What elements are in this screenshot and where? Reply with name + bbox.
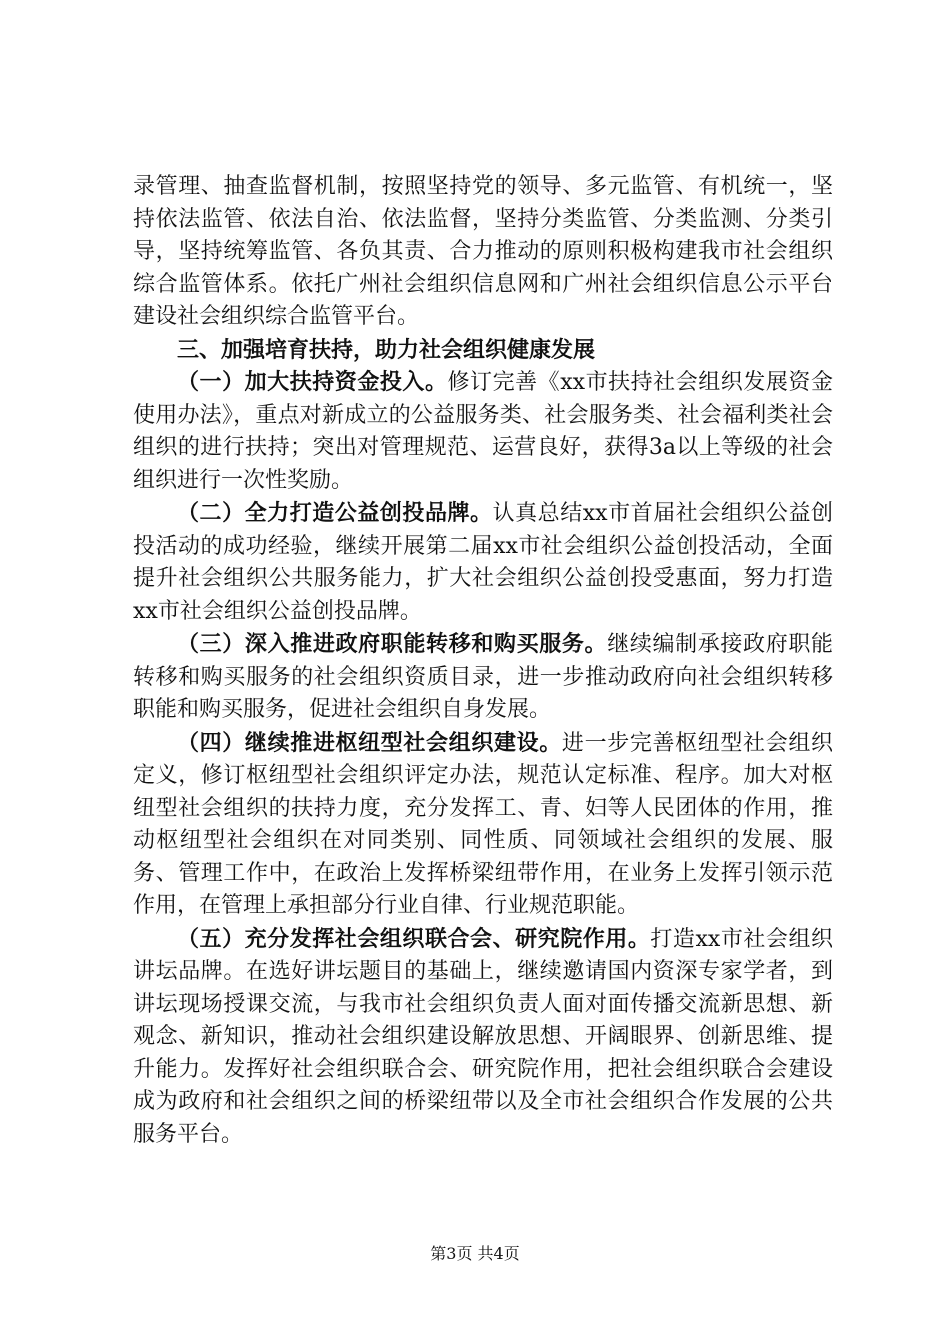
page-footer: 第3页 共4页 <box>430 1244 520 1263</box>
section-heading-3: 三、加强培育扶持，助力社会组织健康发展 <box>177 336 596 363</box>
item-2-text: 认真总结xx市首届社会组织公益创投活动的成功经验，继续开展第二届xx市社会组织公益创投活动，全面提升社会组织公共服务能力，扩大社会组织公益创投受惠面，努力打造xx市社会组织公益创投品牌。 <box>133 501 833 624</box>
item-5-lead: （五）充分发挥社会组织联合会、研究院作用。 <box>177 925 651 952</box>
item-1-text: 修订完善《xx市扶持社会组织发展资金使用办法》，重点对新成立的公益服务类、社会服务类、社会福利类社会组织的进行扶持；突出对管理规范、运营良好，获得3a以上等级的社会组织进行一次性奖励。 <box>133 370 833 493</box>
paragraph-item-3 <box>133 628 833 727</box>
item-5-text: 打造xx市社会组织讲坛品牌。在选好讲坛题目的基础上，继续邀请国内资深专家学者，到讲坛现场授课交流，与我市社会组织负责人面对面传播交流新思想、新观念、新知识，推动社会组织建设解放思想、开阔眼界、创新思维、提升能力。发挥好社会组织联合会、研究院作用，把社会组织联合会建设成为政府和社会组织之间的桥梁纽带以及全市社会组织合作发展的公共服务平台。 <box>133 926 833 1147</box>
paragraph-item-5 <box>133 923 833 1152</box>
paragraph-item-2 <box>133 497 833 628</box>
item-1-lead: （一）加大扶持资金投入。 <box>177 369 448 395</box>
document-body <box>133 171 833 1151</box>
item-3-lead: （三）深入推进政府职能转移和购买服务。 <box>177 631 608 657</box>
item-2-lead: （二）全力打造公益创投品牌。 <box>177 500 493 526</box>
paragraph-item-4 <box>133 727 833 923</box>
item-4-text: 进一步完善枢纽型社会组织定义，修订枢纽型社会组织评定办法，规范认定标准、程序。加大对枢纽型社会组织的扶持力度，充分发挥工、青、妇等人民团体的作用，推动枢纽型社会组织在对同类别、同性质、同领域社会组织的发展、服务、管理工作中，在政治上发挥桥梁纽带作用，在业务上发挥引领示范作用，在管理上承担部分行业自律、行业规范职能。 <box>133 730 833 918</box>
item-3-text: 继续编制承接政府职能转移和购买服务的社会组织资质目录，进一步推动政府向社会组织转移职能和购买服务，促进社会组织自身发展。 <box>133 632 833 722</box>
paragraph-continuation: 录管理、抽查监督机制，按照坚持党的领导、多元监管、有机统一，坚持依法监管、依法自治、依法监督，坚持分类监管、分类监测、分类引导，坚持统筹监管、各负其责、合力推动的原则积极构建我市社会组织综合监管体系。依托广州社会组织信息网和广州社会组织信息公示平台建设社会组织综合监管平台。 <box>133 174 833 329</box>
item-4-lead: （四）继续推进枢纽型社会组织建设。 <box>177 729 562 756</box>
paragraph-item-1 <box>133 366 833 497</box>
